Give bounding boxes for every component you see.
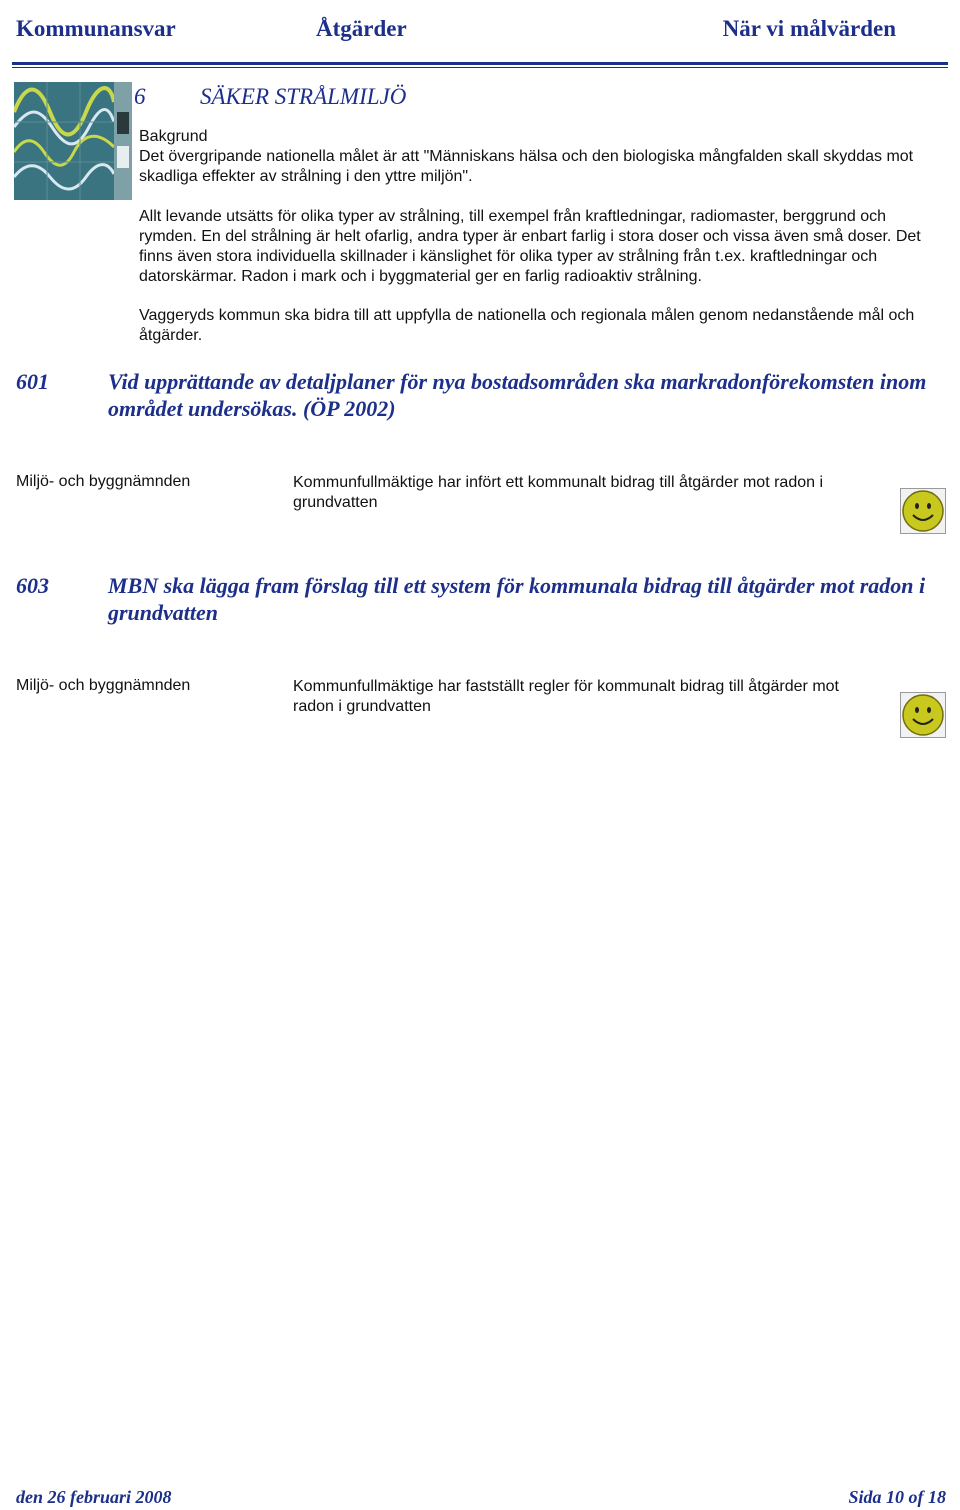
goal-number: 603 xyxy=(16,573,49,598)
section-number: 6 xyxy=(134,84,146,109)
radiation-paragraph-text: Allt levande utsätts för olika typer av strålning, till exempel från kraftledningar, radiomaster, berggrund och rymden. En del strålning är helt ofarlig, andra typer är enbart farlig i stora doser och vissa även små doser. Det finns även stora individuella skillnader i känslighet för olika typer av strålning från t.ex. kraftledningar och datorskärmar. Radon i mark och i byggmaterial ger en farlig radioaktiv strålning. xyxy=(139,208,921,285)
footer-date: den 26 februari 2008 xyxy=(16,1487,172,1507)
background-heading: Bakgrund xyxy=(139,128,208,145)
header-middle-title: Åtgärder xyxy=(316,16,407,41)
goal-603-responsible: Miljö- och byggnämnden xyxy=(16,677,191,694)
header-right-title: När vi målvärden xyxy=(722,16,896,41)
background-text: Det övergripande nationella målet är att "Människans hälsa och den biologiska mångfalden skall skyddas mot skadliga effekter av strålning i den yttre miljön". xyxy=(139,148,914,185)
header-divider-thin xyxy=(12,67,948,68)
section-title-text: SÄKER STRÅLMILJÖ xyxy=(200,84,407,109)
footer-page-number: Sida 10 of 18 xyxy=(848,1487,946,1507)
radiation-paragraph xyxy=(139,207,939,287)
goal-601-status: Kommunfullmäktige har infört ett kommunalt bidrag till åtgärder mot radon i grundvatten xyxy=(293,474,824,511)
smiley-face-icon xyxy=(900,488,946,534)
radiation-waves-image xyxy=(14,82,132,200)
page-header xyxy=(0,0,960,62)
goal-601-responsible: Miljö- och byggnämnden xyxy=(16,473,191,490)
background-block xyxy=(139,127,939,187)
goal-number: 601 xyxy=(16,369,49,394)
goal-text: MBN ska lägga fram förslag till ett system för kommunala bidrag till åtgärder mot radon i grundvatten xyxy=(108,573,926,625)
goal-text: Vid upprättande av detaljplaner för nya bostadsområden ska markradonförekomsten inom området undersökas. (ÖP 2002) xyxy=(108,369,927,421)
municipality-paragraph-text: Vaggeryds kommun ska bidra till att uppfylla de nationella och regionala målen genom nedanstående mål och åtgärder. xyxy=(139,307,915,344)
header-divider xyxy=(12,62,948,65)
smiley-face-icon xyxy=(900,692,946,738)
municipality-paragraph xyxy=(139,306,939,346)
section-title xyxy=(134,84,406,110)
goal-603-status: Kommunfullmäktige har fastställt regler för kommunalt bidrag till åtgärder mot radon i grundvatten xyxy=(293,678,839,715)
header-left-title: Kommunansvar xyxy=(16,16,176,41)
